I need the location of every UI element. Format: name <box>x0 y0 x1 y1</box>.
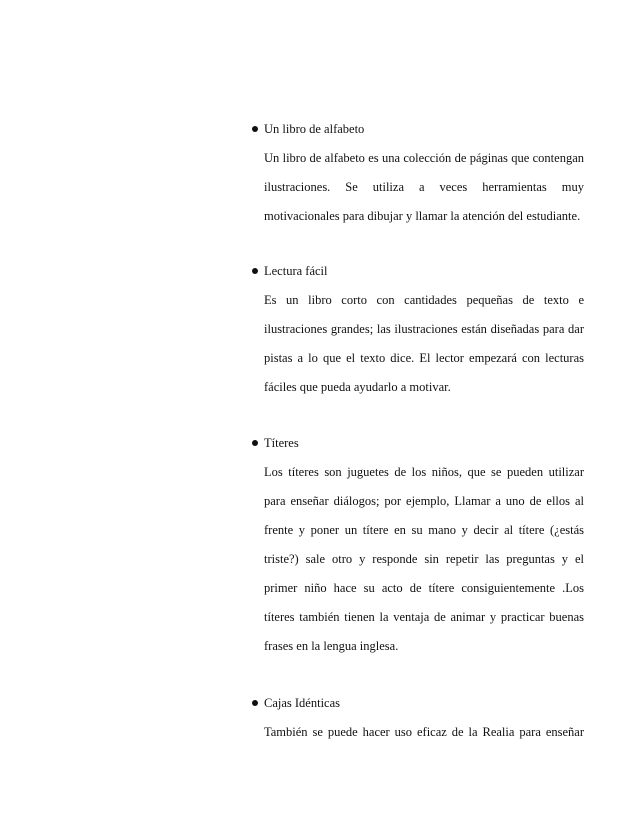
section-body <box>264 461 584 664</box>
body-line: triste?) sale otro y responde sin repetir las preguntas y el <box>264 552 584 566</box>
bullet-dot-icon <box>252 268 258 274</box>
bullet-item <box>252 692 584 714</box>
bullet-item <box>252 118 584 140</box>
section-heading: Lectura fácil <box>264 264 328 278</box>
body-line: motivacionales para dibujar y llamar la atención del estudiante. <box>264 209 581 223</box>
body-line: Los títeres son juguetes de los niños, que se pueden utilizar <box>264 465 584 479</box>
body-line: para enseñar diálogos; por ejemplo, Llamar a uno de ellos al <box>264 494 584 508</box>
section-easy-reading <box>252 260 584 405</box>
bullet-item <box>252 432 584 454</box>
body-line: frente y poner un títere en su mano y decir al títere (¿estás <box>264 523 584 537</box>
body-line: Un libro de alfabeto es una colección de páginas que contengan <box>264 151 584 165</box>
bullet-dot-icon <box>252 126 258 132</box>
section-body <box>264 147 584 234</box>
body-line: ilustraciones. Se utiliza a veces herramientas muy <box>264 180 584 194</box>
section-alphabet-book <box>252 118 584 234</box>
body-line: títeres también tienen la ventaja de animar y practicar buenas <box>264 610 584 624</box>
body-line: ilustraciones grandes; las ilustraciones están diseñadas para dar <box>264 322 584 336</box>
section-heading: Un libro de alfabeto <box>264 122 365 136</box>
section-identical-boxes <box>252 692 584 750</box>
body-line: primer niño hace su acto de títere consiguientemente .Los <box>264 581 584 595</box>
section-body <box>264 721 584 750</box>
body-line: También se puede hacer uso eficaz de la Realia para enseñar <box>264 725 584 739</box>
section-heading: Títeres <box>264 436 299 450</box>
bullet-item <box>252 260 584 282</box>
section-body <box>264 289 584 405</box>
section-puppets <box>252 432 584 664</box>
body-line: fáciles que pueda ayudarlo a motivar. <box>264 380 451 394</box>
bullet-dot-icon <box>252 700 258 706</box>
body-line: frases en la lengua inglesa. <box>264 639 399 653</box>
bullet-dot-icon <box>252 440 258 446</box>
body-line: pistas a lo que el texto dice. El lector empezará con lecturas <box>264 351 584 365</box>
section-heading: Cajas Idénticas <box>264 696 341 710</box>
body-line: Es un libro corto con cantidades pequeñas de texto e <box>264 293 584 307</box>
